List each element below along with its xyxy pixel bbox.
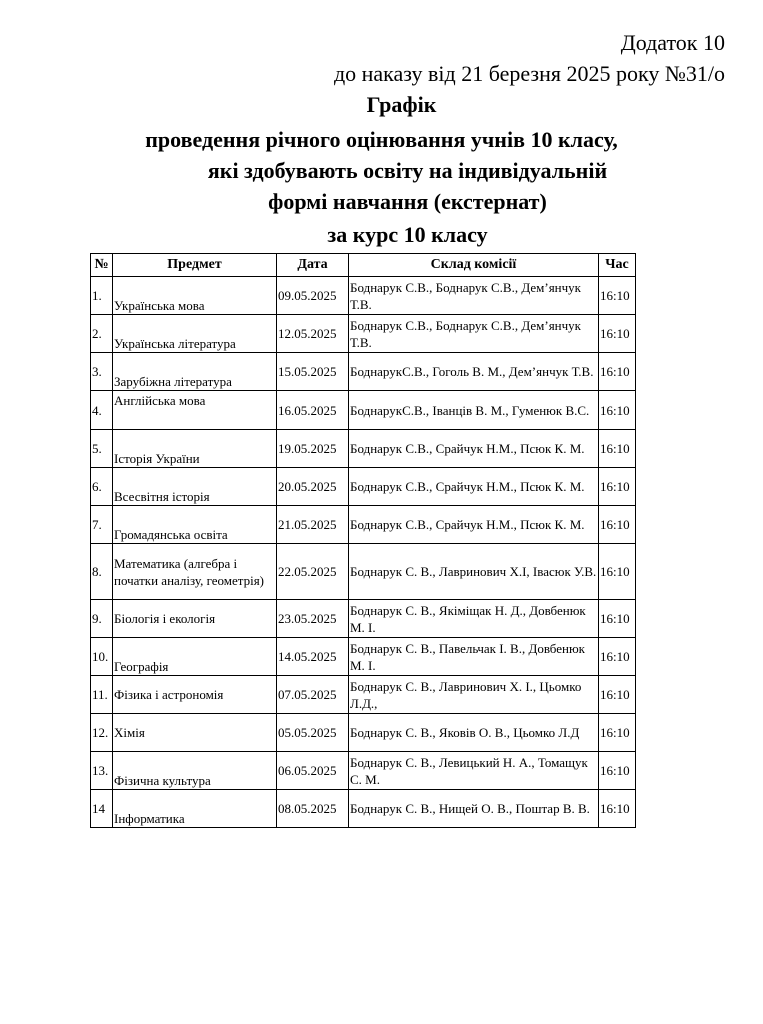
row-number: 7.: [91, 506, 113, 544]
row-commission: Боднарук С.В., Боднарук С.В., Дем’янчук Т.В.: [349, 277, 599, 315]
header-date: Дата: [277, 254, 349, 277]
schedule-table: [90, 253, 636, 828]
row-number: 2.: [91, 315, 113, 353]
row-subject: Географія: [113, 638, 277, 676]
table-row: [91, 752, 636, 790]
row-number: 13.: [91, 752, 113, 790]
row-date: 21.05.2025: [277, 506, 349, 544]
row-subject: Історія України: [113, 430, 277, 468]
row-time: 16:10: [599, 277, 636, 315]
table-row: [91, 391, 636, 430]
header-time: Час: [599, 254, 636, 277]
row-subject: Всесвітня історія: [113, 468, 277, 506]
row-subject: Математика (алгебра і початки аналізу, геометрія): [113, 544, 277, 600]
row-date: 23.05.2025: [277, 600, 349, 638]
row-commission: Боднарук С.В., Боднарук С.В., Дем’янчук Т.В.: [349, 315, 599, 353]
table-row: [91, 353, 636, 391]
header-commission: Склад комісії: [349, 254, 599, 277]
row-subject: Інформатика: [113, 790, 277, 828]
row-subject: Громадянська освіта: [113, 506, 277, 544]
row-time: 16:10: [599, 600, 636, 638]
row-commission: Боднарук С. В., Якіміщак Н. Д., Довбенюк М. І.: [349, 600, 599, 638]
row-commission: БоднарукС.В., Іванців В. М., Гуменюк В.С.: [349, 391, 599, 430]
row-commission: Боднарук С. В., Павельчак І. В., Довбенюк М. І.: [349, 638, 599, 676]
row-number: 5.: [91, 430, 113, 468]
row-time: 16:10: [599, 391, 636, 430]
row-commission: Боднарук С. В., Нищей О. В., Поштар В. В.: [349, 790, 599, 828]
row-commission: Боднарук С.В., Срайчук Н.М., Псюк К. М.: [349, 506, 599, 544]
row-number: 8.: [91, 544, 113, 600]
table-row: [91, 714, 636, 752]
row-time: 16:10: [599, 676, 636, 714]
row-number: 10.: [91, 638, 113, 676]
row-number: 14: [91, 790, 113, 828]
row-time: 16:10: [599, 353, 636, 391]
table-row: [91, 790, 636, 828]
row-commission: Боднарук С. В., Яковів О. В., Цьомко Л.Д: [349, 714, 599, 752]
order-reference: до наказу від 21 березня 2025 року №31/о: [333, 61, 725, 86]
document-title: Графік: [366, 92, 437, 117]
title-line-3: які здобувають освіту на індивідуальній: [207, 158, 608, 183]
table-row: [91, 506, 636, 544]
row-date: 05.05.2025: [277, 714, 349, 752]
row-time: 16:10: [599, 315, 636, 353]
row-subject: Українська мова: [113, 277, 277, 315]
row-date: 16.05.2025: [277, 391, 349, 430]
row-time: 16:10: [599, 714, 636, 752]
row-commission: Боднарук С.В., Срайчук Н.М., Псюк К. М.: [349, 430, 599, 468]
table-row: [91, 676, 636, 714]
table-row: [91, 315, 636, 353]
row-date: 06.05.2025: [277, 752, 349, 790]
row-date: 15.05.2025: [277, 353, 349, 391]
row-commission: Боднарук С. В., Левицький Н. А., Томащук С. М.: [349, 752, 599, 790]
table-row: [91, 277, 636, 315]
row-number: 9.: [91, 600, 113, 638]
row-time: 16:10: [599, 752, 636, 790]
row-subject: Фізика і астрономія: [113, 676, 277, 714]
title-line-2: проведення річного оцінювання учнів 10 класу,: [145, 127, 618, 152]
row-number: 12.: [91, 714, 113, 752]
row-time: 16:10: [599, 638, 636, 676]
row-number: 4.: [91, 391, 113, 430]
row-time: 16:10: [599, 544, 636, 600]
row-subject: Фізична культура: [113, 752, 277, 790]
title-line-4: формі навчання (екстернат): [268, 189, 547, 214]
table-row: [91, 600, 636, 638]
row-subject: Англійська мова: [113, 391, 277, 430]
row-number: 1.: [91, 277, 113, 315]
title-line-5: за курс 10 класу: [327, 222, 488, 247]
row-date: 20.05.2025: [277, 468, 349, 506]
row-number: 11.: [91, 676, 113, 714]
row-date: 22.05.2025: [277, 544, 349, 600]
row-date: 19.05.2025: [277, 430, 349, 468]
row-time: 16:10: [599, 468, 636, 506]
row-number: 3.: [91, 353, 113, 391]
row-commission: Боднарук С. В., Лавринович Х. І., Цьомко Л.Д.,: [349, 676, 599, 714]
row-date: 07.05.2025: [277, 676, 349, 714]
row-commission: БоднарукС.В., Гоголь В. М., Дем’янчук Т.В.: [349, 353, 599, 391]
row-date: 14.05.2025: [277, 638, 349, 676]
table-row: [91, 468, 636, 506]
row-time: 16:10: [599, 506, 636, 544]
table-row: [91, 544, 636, 600]
row-time: 16:10: [599, 790, 636, 828]
header-number: №: [91, 254, 113, 277]
row-subject: Хімія: [113, 714, 277, 752]
row-commission: Боднарук С.В., Срайчук Н.М., Псюк К. М.: [349, 468, 599, 506]
row-number: 6.: [91, 468, 113, 506]
row-subject: Українська література: [113, 315, 277, 353]
table-row: [91, 638, 636, 676]
appendix-label: Додаток 10: [620, 30, 725, 55]
row-date: 12.05.2025: [277, 315, 349, 353]
row-subject: Біологія і екологія: [113, 600, 277, 638]
row-commission: Боднарук С. В., Лавринович Х.І, Івасюк У.В.: [349, 544, 599, 600]
row-date: 09.05.2025: [277, 277, 349, 315]
row-subject: Зарубіжна література: [113, 353, 277, 391]
header-subject: Предмет: [113, 254, 277, 277]
table-row: [91, 430, 636, 468]
table-header-row: [91, 254, 636, 277]
row-time: 16:10: [599, 430, 636, 468]
row-date: 08.05.2025: [277, 790, 349, 828]
